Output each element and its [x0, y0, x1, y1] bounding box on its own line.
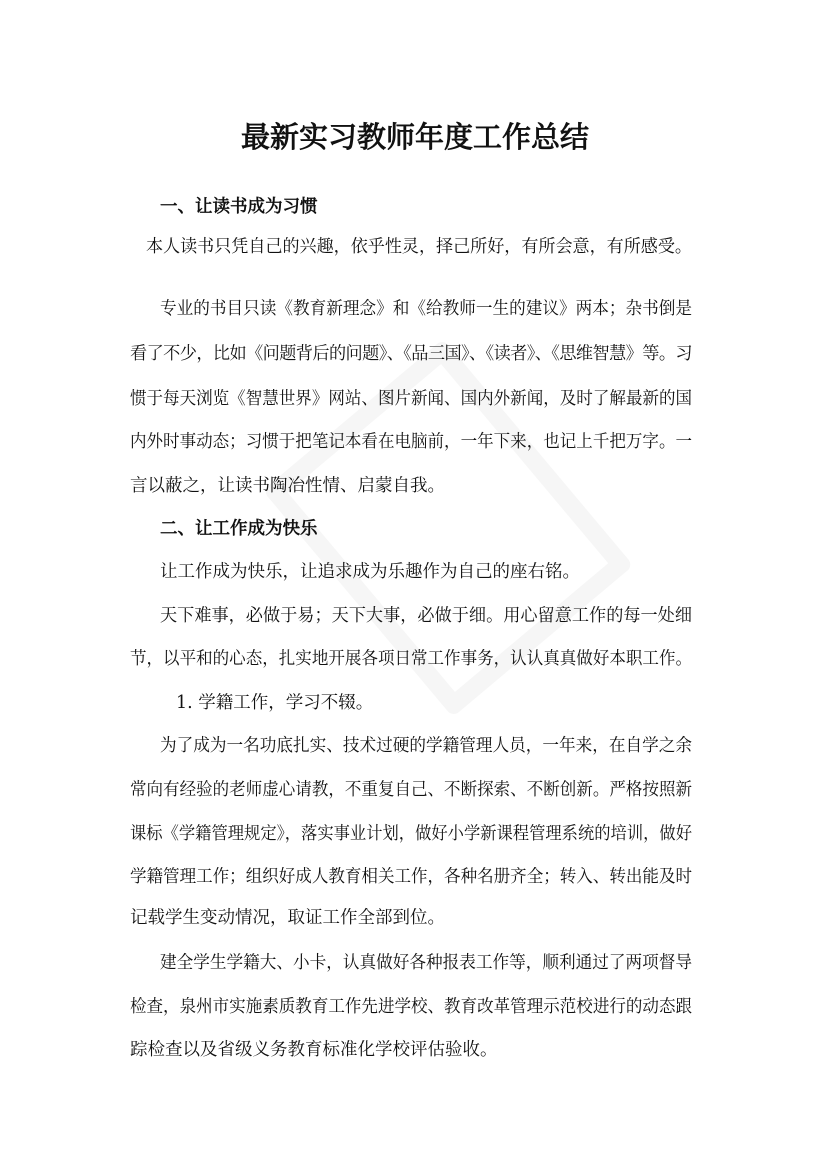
paragraph-line: 专业的书目只读《教育新理念》和《给教师一生的建议》两本；杂书倒是	[160, 299, 692, 319]
paragraph-line: 本人读书只凭自己的兴趣，依乎性灵，择己所好，有所会意，有所感受。	[146, 237, 692, 257]
paragraph-line: 为了成为一名功底扎实、技术过硬的学籍管理人员，一年来，在自学之余	[160, 736, 692, 756]
paragraph-line: 课标《学籍管理规定》，落实事业计划，做好小学新课程管理系统的培训，做好	[130, 824, 692, 844]
document-title: 最新实习教师年度工作总结	[240, 120, 589, 154]
paragraph-line: 建全学生学籍大、小卡，认真做好各种报表工作等，顺利通过了两项督导	[160, 953, 692, 973]
paragraph-line: 常向有经验的老师虚心请教，不重复自己、不断探索、不断创新。严格按照新	[130, 780, 692, 800]
paragraph-line: 踪检查以及省级义务教育标准化学校评估验收。	[130, 1040, 498, 1060]
paragraph-line: 学籍管理工作；组织好成人教育相关工作，各种名册齐全；转入、转出能及时	[130, 867, 692, 887]
paragraph-line: 内外时事动态；习惯于把笔记本看在电脑前，一年下来，也记上千把万字。一	[130, 432, 692, 452]
paragraph-line: 惯于每天浏览《智慧世界》网站、图片新闻、国内外新闻，及时了解最新的国	[130, 389, 692, 409]
section-heading: 二、让工作成为快乐	[160, 519, 318, 539]
paragraph-line: 记载学生变动情况，取证工作全部到位。	[130, 908, 445, 928]
paragraph-line: 节，以平和的心态，扎实地开展各项日常工作事务，认认真真做好本职工作。	[130, 649, 692, 669]
paragraph-line: 天下难事，必做于易；天下大事，必做于细。用心留意工作的每一处细	[160, 606, 692, 626]
paragraph-line: 让工作成为快乐，让追求成为乐趣作为自己的座右铭。	[160, 562, 580, 582]
paragraph-line: 检查，泉州市实施素质教育工作先进学校、教育改革管理示范校进行的动态跟	[130, 997, 692, 1017]
section-heading: 一、让读书成为习惯	[160, 197, 318, 217]
paragraph-line: 看了不少，比如《问题背后的问题》、《品三国》、《读者》、《思维智慧》等。习	[130, 344, 692, 364]
list-item: 1. 学籍工作，学习不辍。	[176, 693, 374, 713]
paragraph-line: 言以蔽之，让读书陶冶性情、启蒙自我。	[130, 476, 445, 496]
